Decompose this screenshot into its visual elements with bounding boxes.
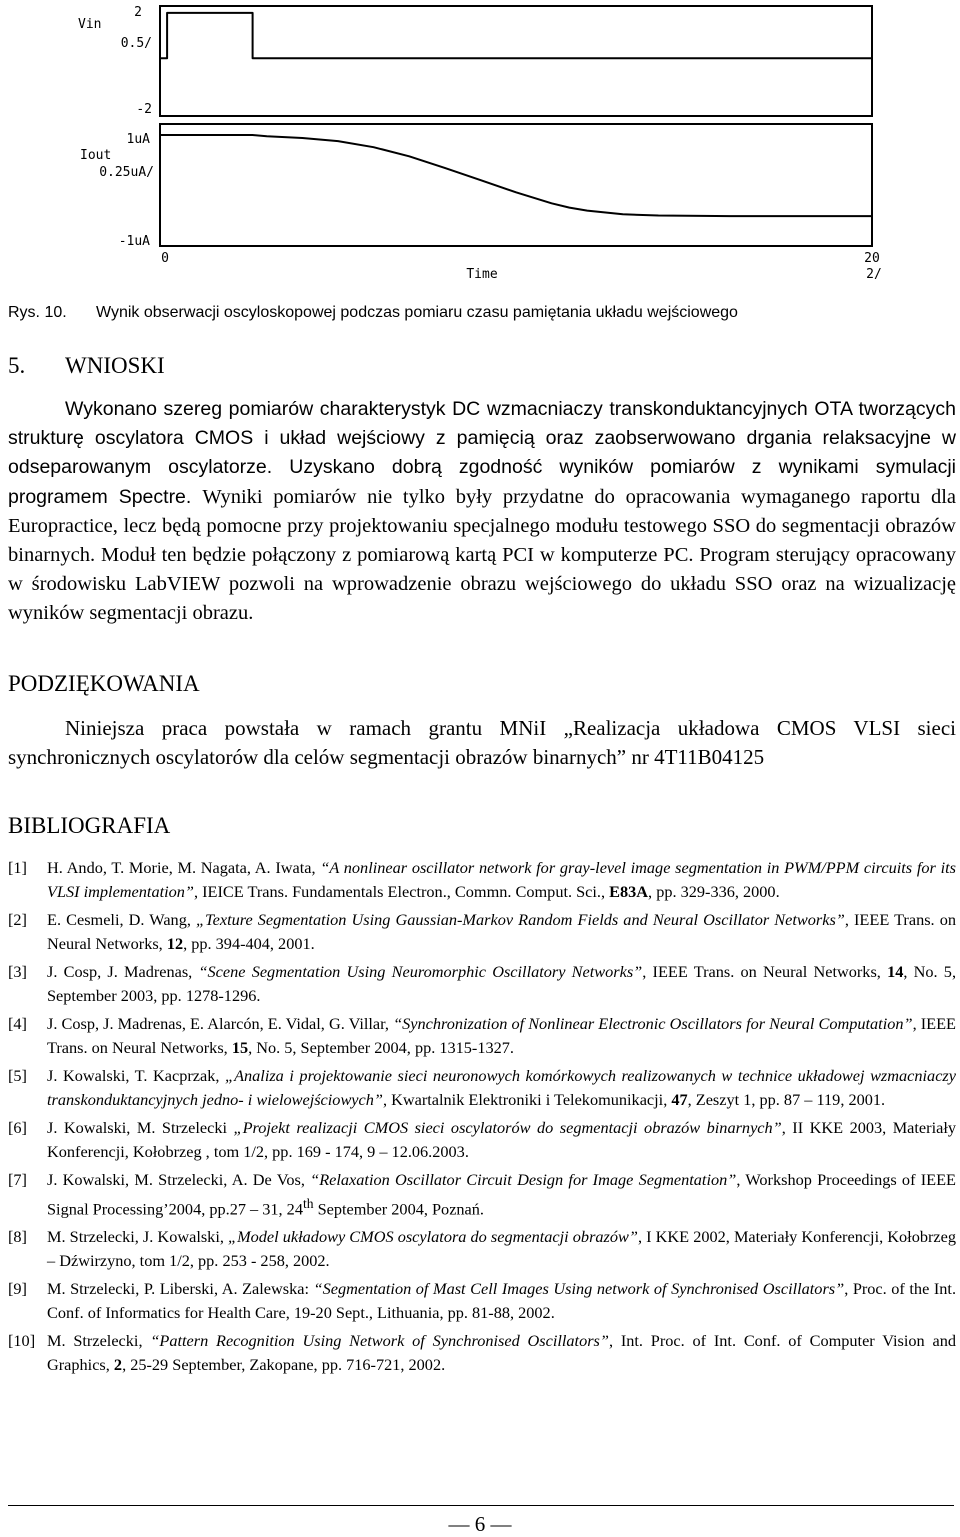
bibliography-tail: , No. 5, September 2003, pp. 1278-1296.	[47, 962, 957, 1005]
vin-panel-frame	[160, 6, 872, 116]
bibliography-item	[8, 960, 956, 1007]
page-number: — 6 —	[448, 1512, 512, 1536]
bibliography-authors: J. Cosp, J. Madrenas,	[47, 962, 199, 981]
bibliography-number: [2]	[8, 910, 27, 929]
x-start-label: 0	[161, 251, 169, 266]
iout-trace	[160, 135, 872, 216]
bibliography-text	[47, 1064, 956, 1111]
bibliography-text	[47, 1329, 956, 1376]
traces-group	[160, 13, 872, 216]
bibliography-source: , IEICE Trans. Fundamentals Electron., Commn. Comput. Sci.,	[193, 881, 610, 901]
podziekowania-paragraph: Niniejsza praca powstała w ramach grantu MNiI „Realizacja układowa CMOS VLSI sieci synchronicznych oscylatorów dla celów segmentacji obrazów binarnych” nr 4T11B04125	[8, 716, 956, 769]
x-axis-label: Time	[466, 267, 498, 282]
section-number: 5.	[8, 353, 26, 378]
bibliography-title: “Scene Segmentation Using Neuromorphic Oscillatory Networks”	[198, 962, 643, 981]
bibliography-authors: H. Ando, T. Morie, M. Nagata, A. Iwata,	[47, 858, 321, 877]
bibliography-authors: M. Strzelecki, J. Kowalski,	[47, 1227, 229, 1247]
bibliography-volume: 47	[671, 1089, 688, 1109]
section-heading-wnioski	[8, 353, 165, 379]
bibliography-item	[8, 856, 956, 903]
bibliography-text	[47, 1116, 956, 1163]
section-heading-podziekowania: PODZIĘKOWANIA	[8, 671, 200, 696]
bibliography-item	[8, 1012, 956, 1059]
iout-label: Iout	[80, 148, 112, 163]
bibliography-authors: J. Kowalski, M. Strzelecki	[47, 1118, 234, 1137]
bibliography-tail: September 2004, Poznań.	[313, 1198, 484, 1218]
bibliography-number: [5]	[8, 1066, 27, 1085]
bibliography-volume: 12	[166, 933, 184, 953]
bibliography-text	[47, 960, 956, 1007]
bibliography-volume: 15	[231, 1037, 249, 1057]
x-end-scale: 2/	[866, 267, 882, 282]
bibliography-source: , Int. Proc. of Int. Conf. of Computer Vision and Graphics,	[47, 1331, 956, 1374]
iout-scale: 0.25uA/	[99, 165, 154, 180]
bibliography-authors: M. Strzelecki, P. Liberski, A. Zalewska:	[47, 1279, 314, 1299]
caption-number: Rys. 10.	[8, 304, 67, 321]
bibliography-item	[8, 1116, 956, 1163]
figure-caption	[8, 304, 738, 322]
bibliography-title: “A nonlinear oscillator network for gray-level image segmentation in PWM/PPM circuits for its VLSI implementation”	[47, 858, 956, 901]
bibliography-text	[47, 856, 956, 903]
bibliography-authors: M. Strzelecki,	[47, 1331, 151, 1351]
vin-scale: 0.5/	[120, 36, 152, 51]
caption-text: Wynik obserwacji oscyloskopowej podczas pomiaru czasu pamiętania układu wejściowego	[96, 304, 738, 321]
bibliography-source: , Workshop Proceedings of IEEE Signal Processing’2004, pp.27 – 31, 24	[47, 1170, 957, 1218]
bibliography-item	[8, 908, 956, 955]
bibliography-tail: , 25-29 September, Zakopane, pp. 716-721, 2002.	[122, 1354, 446, 1374]
footer-rule	[8, 1505, 954, 1506]
x-end-label: 20	[864, 251, 880, 266]
bibliography-title: „Projekt realizacji CMOS sieci oscylatorów do segmentacji obrazów binarnych”	[233, 1118, 782, 1137]
bibliography-number: [3]	[8, 962, 27, 981]
wnioski-text-part2: Wyniki pomiarów nie tylko były przydatne do opracowania wymaganego raportu dla Europractice, lecz będą pomocne przy projektowaniu specjalnego modułu testowego SSO do segmentacji obrazów binarnych. Moduł ten będzie połączony z pomiarową kartą PCI w komputerze PC. Program sterujący opracowany w środowisku LabVIEW pozwoli na wprowadzenie obrazu wejściowego do układu SSO oraz na wizualizację wyników segmentacji obrazu.	[8, 485, 956, 625]
bibliography-tail: , No. 5, September 2004, pp. 1315-1327.	[248, 1037, 514, 1057]
section-title: WNIOSKI	[65, 353, 165, 378]
bibliography-tail: , pp. 394-404, 2001.	[183, 933, 315, 953]
bibliography-number: [1]	[8, 858, 27, 877]
oscilloscope-figure	[70, 0, 900, 285]
bibliography-title: „Texture Segmentation Using Gaussian-Markov Random Fields and Neural Oscillator Networks”	[196, 910, 845, 929]
bibliography-volume: E83A	[609, 881, 649, 901]
bibliography-text	[47, 1012, 956, 1059]
wnioski-paragraph	[8, 395, 956, 629]
bibliography-source: , IEEE Trans. on Neural Networks,	[47, 910, 957, 953]
bibliography-source: , II KKE 2003, Materiały Konferencji, Kołobrzeg , tom 1/2, pp. 169 - 174, 9 – 12.06.2003.	[47, 1118, 956, 1161]
bibliography-source: , IEEE Trans. on Neural Networks,	[47, 1014, 956, 1057]
bibliography-item	[8, 1277, 956, 1324]
bibliography-number: [7]	[8, 1170, 27, 1189]
bibliography-title: „Analiza i projektowanie sieci neuronowych komórkowych realizowanych w technice układowej wzmacniaczy transkonduktancyjnych jedno- i wielowejściowych”	[47, 1066, 956, 1109]
bibliography-item	[8, 1168, 956, 1220]
bibliography-authors: J. Kowalski, T. Kacprzak,	[47, 1066, 226, 1085]
bibliography-authors: E. Cesmeli, D. Wang,	[47, 910, 196, 929]
bibliography-superscript: th	[302, 1195, 314, 1211]
bibliography-volume: 2	[113, 1354, 123, 1374]
bibliography-text	[47, 1277, 956, 1324]
bibliography-source: , I KKE 2002, Materiały Konferencji, Kołobrzeg – Dźwirzyno, tom 1/2, pp. 253 - 258, 2002.	[47, 1227, 956, 1270]
bibliography-number: [8]	[8, 1227, 27, 1247]
iout-panel-frame	[160, 124, 872, 246]
bibliography-source: , Kwartalnik Elektroniki i Telekomunikacji,	[382, 1089, 672, 1109]
bibliography-item	[8, 1329, 956, 1376]
bibliography-tail: , pp. 329-336, 2000.	[648, 881, 780, 901]
bibliography-number: [4]	[8, 1014, 27, 1033]
bibliography-source: , IEEE Trans. on Neural Networks,	[642, 962, 888, 981]
bibliography-volume: 14	[887, 962, 904, 981]
wnioski-text-part1: Wykonano szereg pomiarów charakterystyk DC wzmacniaczy transkonduktancyjnych OTA tworzących strukturę oscylatora CMOS i układ wejściowy z pamięcią oraz zaobserwowano drgania relaksacyjne w odseparowanym oscylatorze. Uzyskano dobrą zgodność wyników pomiarów z wynikami symulacji programem Spectre.	[8, 398, 956, 508]
bibliography-title: “Relaxation Oscillator Circuit Design for Image Segmentation”	[310, 1170, 737, 1189]
section-heading-bibliografia: BIBLIOGRAFIA	[8, 813, 171, 838]
vin-trace	[160, 13, 872, 58]
vin-label: Vin	[78, 17, 102, 32]
oscilloscope-plot	[70, 0, 900, 285]
bibliography-number: [10]	[8, 1331, 36, 1351]
bibliography-title: “Segmentation of Mast Cell Images Using network of Synchronised Oscillators”	[313, 1279, 845, 1299]
bibliography-text	[47, 1225, 956, 1272]
bibliography-item	[8, 1225, 956, 1272]
bibliography-title: “Pattern Recognition Using Network of Synchronised Oscillators”	[150, 1331, 609, 1351]
bibliography-authors: J. Kowalski, M. Strzelecki, A. De Vos,	[47, 1170, 311, 1189]
bibliography-number: [6]	[8, 1118, 27, 1137]
iout-bottom-tick: -1uA	[118, 234, 150, 249]
bibliography-number: [9]	[8, 1279, 27, 1299]
bibliography-authors: J. Cosp, J. Madrenas, E. Alarcón, E. Vidal, G. Villar,	[47, 1014, 394, 1033]
bibliography-title: „Model układowy CMOS oscylatora do segmentacji obrazów”	[228, 1227, 638, 1247]
iout-top-tick: 1uA	[126, 132, 150, 147]
vin-top-tick: 2	[134, 5, 142, 20]
bibliography-source: , Proc. of the Int. Conf. of Informatics for Health Care, 19-20 Sept., Lithuania, pp. 81-88, 2002.	[47, 1279, 957, 1322]
bibliography-list	[8, 856, 956, 1381]
vin-bottom-tick: -2	[136, 102, 152, 117]
bibliography-tail: , Zeszyt 1, pp. 87 – 119, 2001.	[687, 1089, 886, 1109]
bibliography-title: “Synchronization of Nonlinear Electronic Oscillators for Neural Computation”	[393, 1014, 913, 1033]
bibliography-text	[47, 908, 956, 955]
bibliography-text	[47, 1168, 956, 1220]
bibliography-item	[8, 1064, 956, 1111]
